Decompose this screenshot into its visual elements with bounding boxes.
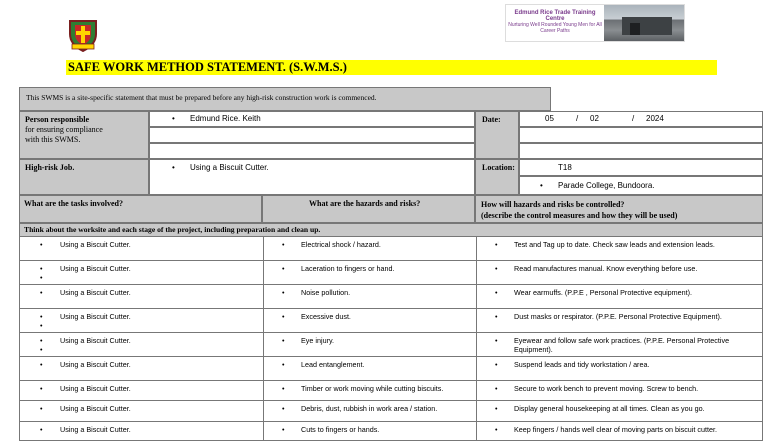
job-value: Using a Biscuit Cutter. [190,163,269,172]
job-value-cell [149,159,475,195]
hazard-cell-text: Lead entanglement. [301,360,365,369]
location-place-cell [519,176,763,195]
hazard-cell [263,401,476,422]
bullet: • [495,288,498,297]
job-label: High-risk Job. [25,163,75,172]
location-code-cell [519,159,763,176]
date-sep-1: / [576,114,579,123]
hazard-cell [263,309,476,333]
hazard-cell [263,422,476,441]
control-cell [476,237,763,261]
bullet: • [495,264,498,273]
date-label-cell [475,111,519,159]
control-cell [476,357,763,381]
task-cell [20,261,263,285]
bullet: • [282,425,285,434]
task-cell [20,309,263,333]
task-cell [20,401,263,422]
bullet: • [40,384,43,393]
bullet: • [40,345,43,354]
person-label: Person responsible [25,115,90,124]
control-cell-text: Test and Tag up to date. Check saw leads and extension leads. [514,240,715,249]
date-sep-2: / [632,114,635,123]
banner-name: Edmund Rice Trade Training Centre [514,10,596,22]
hazard-cell-text: Noise pollution. [301,288,351,297]
hazard-cell-text: Eye injury. [301,336,335,345]
hazard-cell [263,381,476,401]
control-cell [476,422,763,441]
job-bullet: • [172,163,175,172]
bullet: • [40,288,43,297]
bullet: • [495,384,498,393]
bullet: • [282,312,285,321]
job-label-cell [19,159,149,195]
person-sublabel: for ensuring compliance with this SWMS. [25,125,103,144]
date-label: Date: [482,115,501,124]
bullet: • [40,336,43,345]
control-cell [476,333,763,357]
think-instruction: Think about the worksite and each stage of the project, including preparation and clean up. [19,223,763,237]
date-blank-row-1 [519,127,763,143]
hazard-cell [263,357,476,381]
control-cell-text: Suspend leads and tidy workstation / area. [514,360,650,369]
document-title: SAFE WORK METHOD STATEMENT. (S.W.M.S.) [68,60,347,74]
banner-tagline: Nurturing Well Rounded Young Men for All Career Paths [508,22,602,34]
bullet: • [40,425,43,434]
hazard-cell [263,261,476,285]
building-photo [604,5,684,41]
bullet: • [282,264,285,273]
control-cell-text: Read manufactures manual. Know everything before use. [514,264,698,273]
controls-header: How will hazards and risks be controlled? (describe the control measures and how they will be used) [475,195,763,223]
bullet: • [495,240,498,249]
bullet: • [495,312,498,321]
hazard-cell-text: Electrical shock / hazard. [301,240,381,249]
control-cell-text: Eyewear and follow safe work practices. (P.P.E. Personal Protective Equipment). [514,336,730,354]
control-cell [476,261,763,285]
bullet: • [282,288,285,297]
task-table [19,237,763,441]
location-label: Location: [482,163,515,172]
task-cell [20,357,263,381]
bullet: • [495,404,498,413]
location-bullet: • [540,181,543,190]
task-cell [20,333,263,357]
tasks-header: What are the tasks involved? [19,195,262,223]
date-value-cell [519,111,763,127]
control-cell-text: Wear earmuffs. (P.P.E , Personal Protective equipment). [514,288,693,297]
bullet: • [40,273,43,282]
bullet: • [282,384,285,393]
bullet: • [40,240,43,249]
bullet: • [40,404,43,413]
task-cell-text: Using a Biscuit Cutter. [60,404,131,413]
date-blank-row-2 [519,143,763,159]
person-blank-row-1 [149,127,475,143]
task-cell [20,285,263,309]
bullet: • [282,360,285,369]
task-cell-text: Using a Biscuit Cutter. [60,425,131,434]
task-cell [20,237,263,261]
hazard-cell-text: Cuts to fingers or hands. [301,425,380,434]
control-cell [476,401,763,422]
bullet: • [40,321,43,330]
bullet: • [282,404,285,413]
bullet: • [282,240,285,249]
trade-centre-banner [505,4,685,42]
location-label-cell [475,159,519,195]
person-bullet: • [172,114,175,123]
college-crest-logo [66,18,100,52]
hazard-cell-text: Excessive dust. [301,312,351,321]
person-value-cell [149,111,475,127]
date-year: 2024 [646,114,664,123]
bullet: • [40,312,43,321]
hazard-cell-text: Laceration to fingers or hand. [301,264,395,273]
person-blank-row-2 [149,143,475,159]
task-cell-text: Using a Biscuit Cutter. [60,360,131,369]
bullet: • [282,336,285,345]
bullet: • [495,425,498,434]
hazard-cell [263,237,476,261]
task-cell-text: Using a Biscuit Cutter. [60,384,131,393]
control-cell-text: Keep fingers / hands well clear of moving parts on biscuit cutter. [514,425,717,434]
control-cell-text: Secure to work bench to prevent moving. Screw to bench. [514,384,699,393]
hazard-cell-text: Timber or work moving while cutting biscuits. [301,384,444,393]
task-cell [20,381,263,401]
control-cell-text: Display general housekeeping at all times. Clean as you go. [514,404,705,413]
control-cell-text: Dust masks or respirator. (P.P.E. Personal Protective Equipment). [514,312,722,321]
location-place: Parade College, Bundoora. [558,181,655,190]
intro-statement: This SWMS is a site-specific statement that must be prepared before any high-risk construction work is commenced. [19,87,551,111]
date-month: 02 [590,114,599,123]
hazard-cell [263,333,476,357]
bullet: • [495,336,498,345]
person-value: Edmund Rice. Keith [190,114,261,123]
control-cell [476,285,763,309]
task-cell-text: Using a Biscuit Cutter. [60,288,131,297]
hazards-header: What are the hazards and risks? [262,195,475,223]
person-label-cell [19,111,149,159]
hazard-cell [263,285,476,309]
location-code: T18 [558,163,572,172]
task-cell-text: Using a Biscuit Cutter. [60,336,131,345]
bullet: • [40,264,43,273]
task-cell-text: Using a Biscuit Cutter. [60,312,131,321]
date-day: 05 [545,114,554,123]
control-cell [476,309,763,333]
hazard-cell-text: Debris, dust, rubbish in work area / station. [301,404,438,413]
control-cell [476,381,763,401]
bullet: • [40,360,43,369]
task-cell-text: Using a Biscuit Cutter. [60,264,131,273]
task-cell [20,422,263,441]
task-cell-text: Using a Biscuit Cutter. [60,240,131,249]
bullet: • [495,360,498,369]
